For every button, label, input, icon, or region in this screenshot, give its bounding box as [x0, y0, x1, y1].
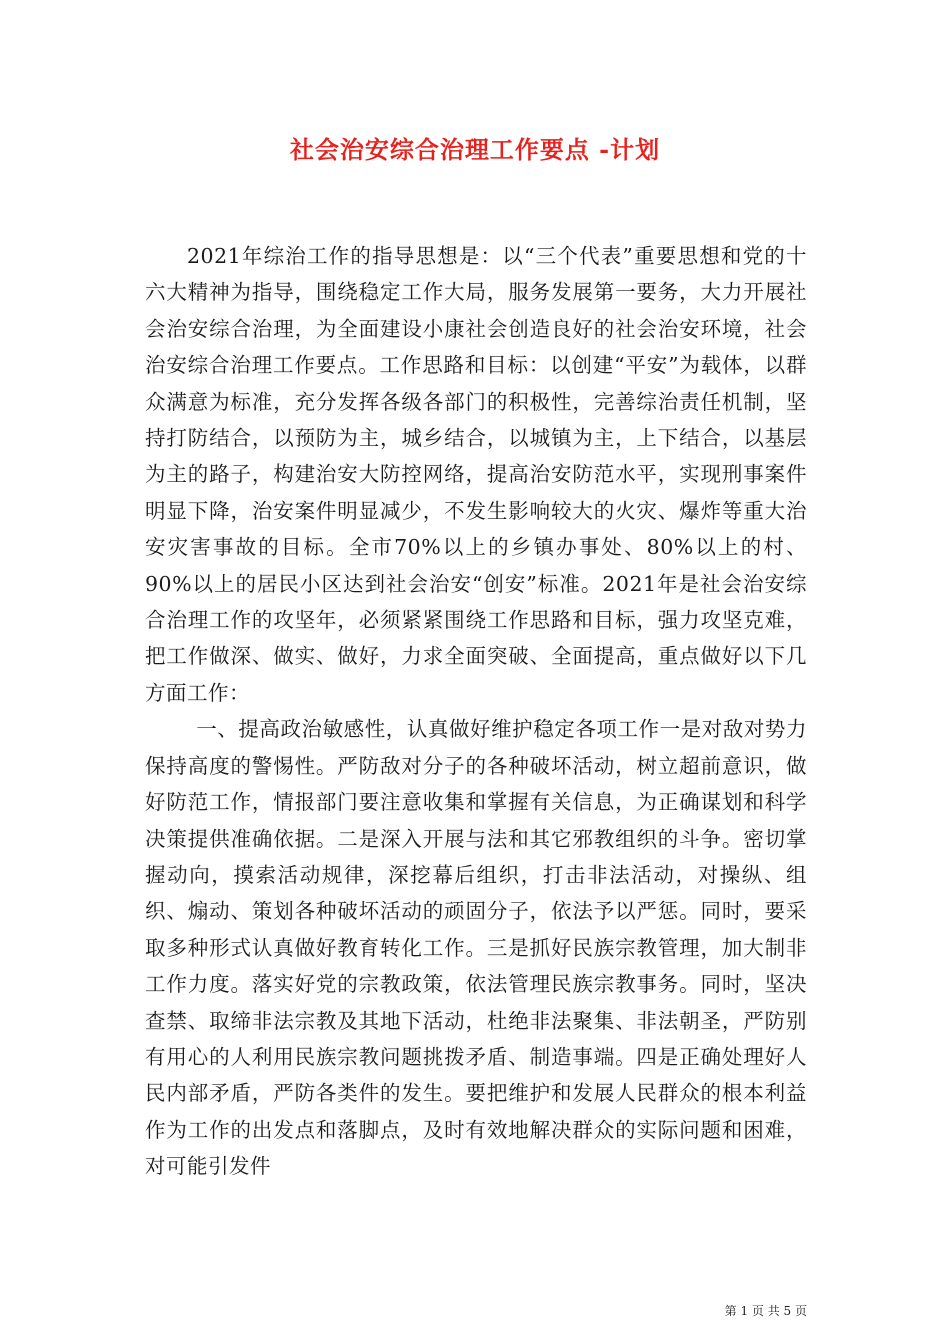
- document-body: [145, 238, 807, 1185]
- paragraph-section-one: 一、提高政治敏感性，认真做好维护稳定各项工作一是对敌对势力保持高度的警惕性。严防敌对分子的各种破坏活动，树立超前意识，做好防范工作，情报部门要注意收集和掌握有关信息，为正确谋划和科学决策提供准确依据。二是深入开展与法和其它邪教组织的斗争。密切掌握动向，摸索活动规律，深挖幕后组织，打击非法活动，对操纵、组织、煽动、策划各种破坏活动的顽固分子，依法予以严惩。同时，要采取多种形式认真做好教育转化工作。三是抓好民族宗教管理，加大制非工作力度。落实好党的宗教政策，依法管理民族宗教事务。同时，坚决查禁、取缔非法宗教及其地下活动，杜绝非法聚集、非法朝圣，严防别有用心的人利用民族宗教问题挑拨矛盾、制造事端。四是正确处理好人民内部矛盾，严防各类件的发生。要把维护和发展人民群众的根本利益作为工作的出发点和落脚点，及时有效地解决群众的实际问题和困难，对可能引发件: [145, 717, 807, 1179]
- document-title: 社会治安综合治理工作要点 -计划: [289, 135, 661, 164]
- page-number: 第 1 页 共 5 页: [724, 1304, 807, 1318]
- paragraph-intro: 2021年综治工作的指导思想是：以“三个代表”重要思想和党的十六大精神为指导，围绕稳定工作大局，服务发展第一要务，大力开展社会治安综合治理，为全面建设小康社会创造良好的社会治安环境，社会治安综合治理工作要点。工作思路和目标：以创建“平安”为载体，以群众满意为标准，充分发挥各级各部门的积极性，完善综治责任机制，坚持打防结合，以预防为主，城乡结合，以城镇为主，上下结合，以基层为主的路子，构建治安大防控网络，提高治安防范水平，实现刑事案件明显下降，治安案件明显减少，不发生影响较大的火灾、爆炸等重大治安灾害事故的目标。全市70%以上的乡镇办事处、80%以上的村、90%以上的居民小区达到社会治安“创安”标准。2021年是社会治安综合治理工作的攻坚年，必须紧紧围绕工作思路和目标，强力攻坚克难，把工作做深、做实、做好，力求全面突破、全面提高，重点做好以下几方面工作：: [145, 244, 807, 705]
